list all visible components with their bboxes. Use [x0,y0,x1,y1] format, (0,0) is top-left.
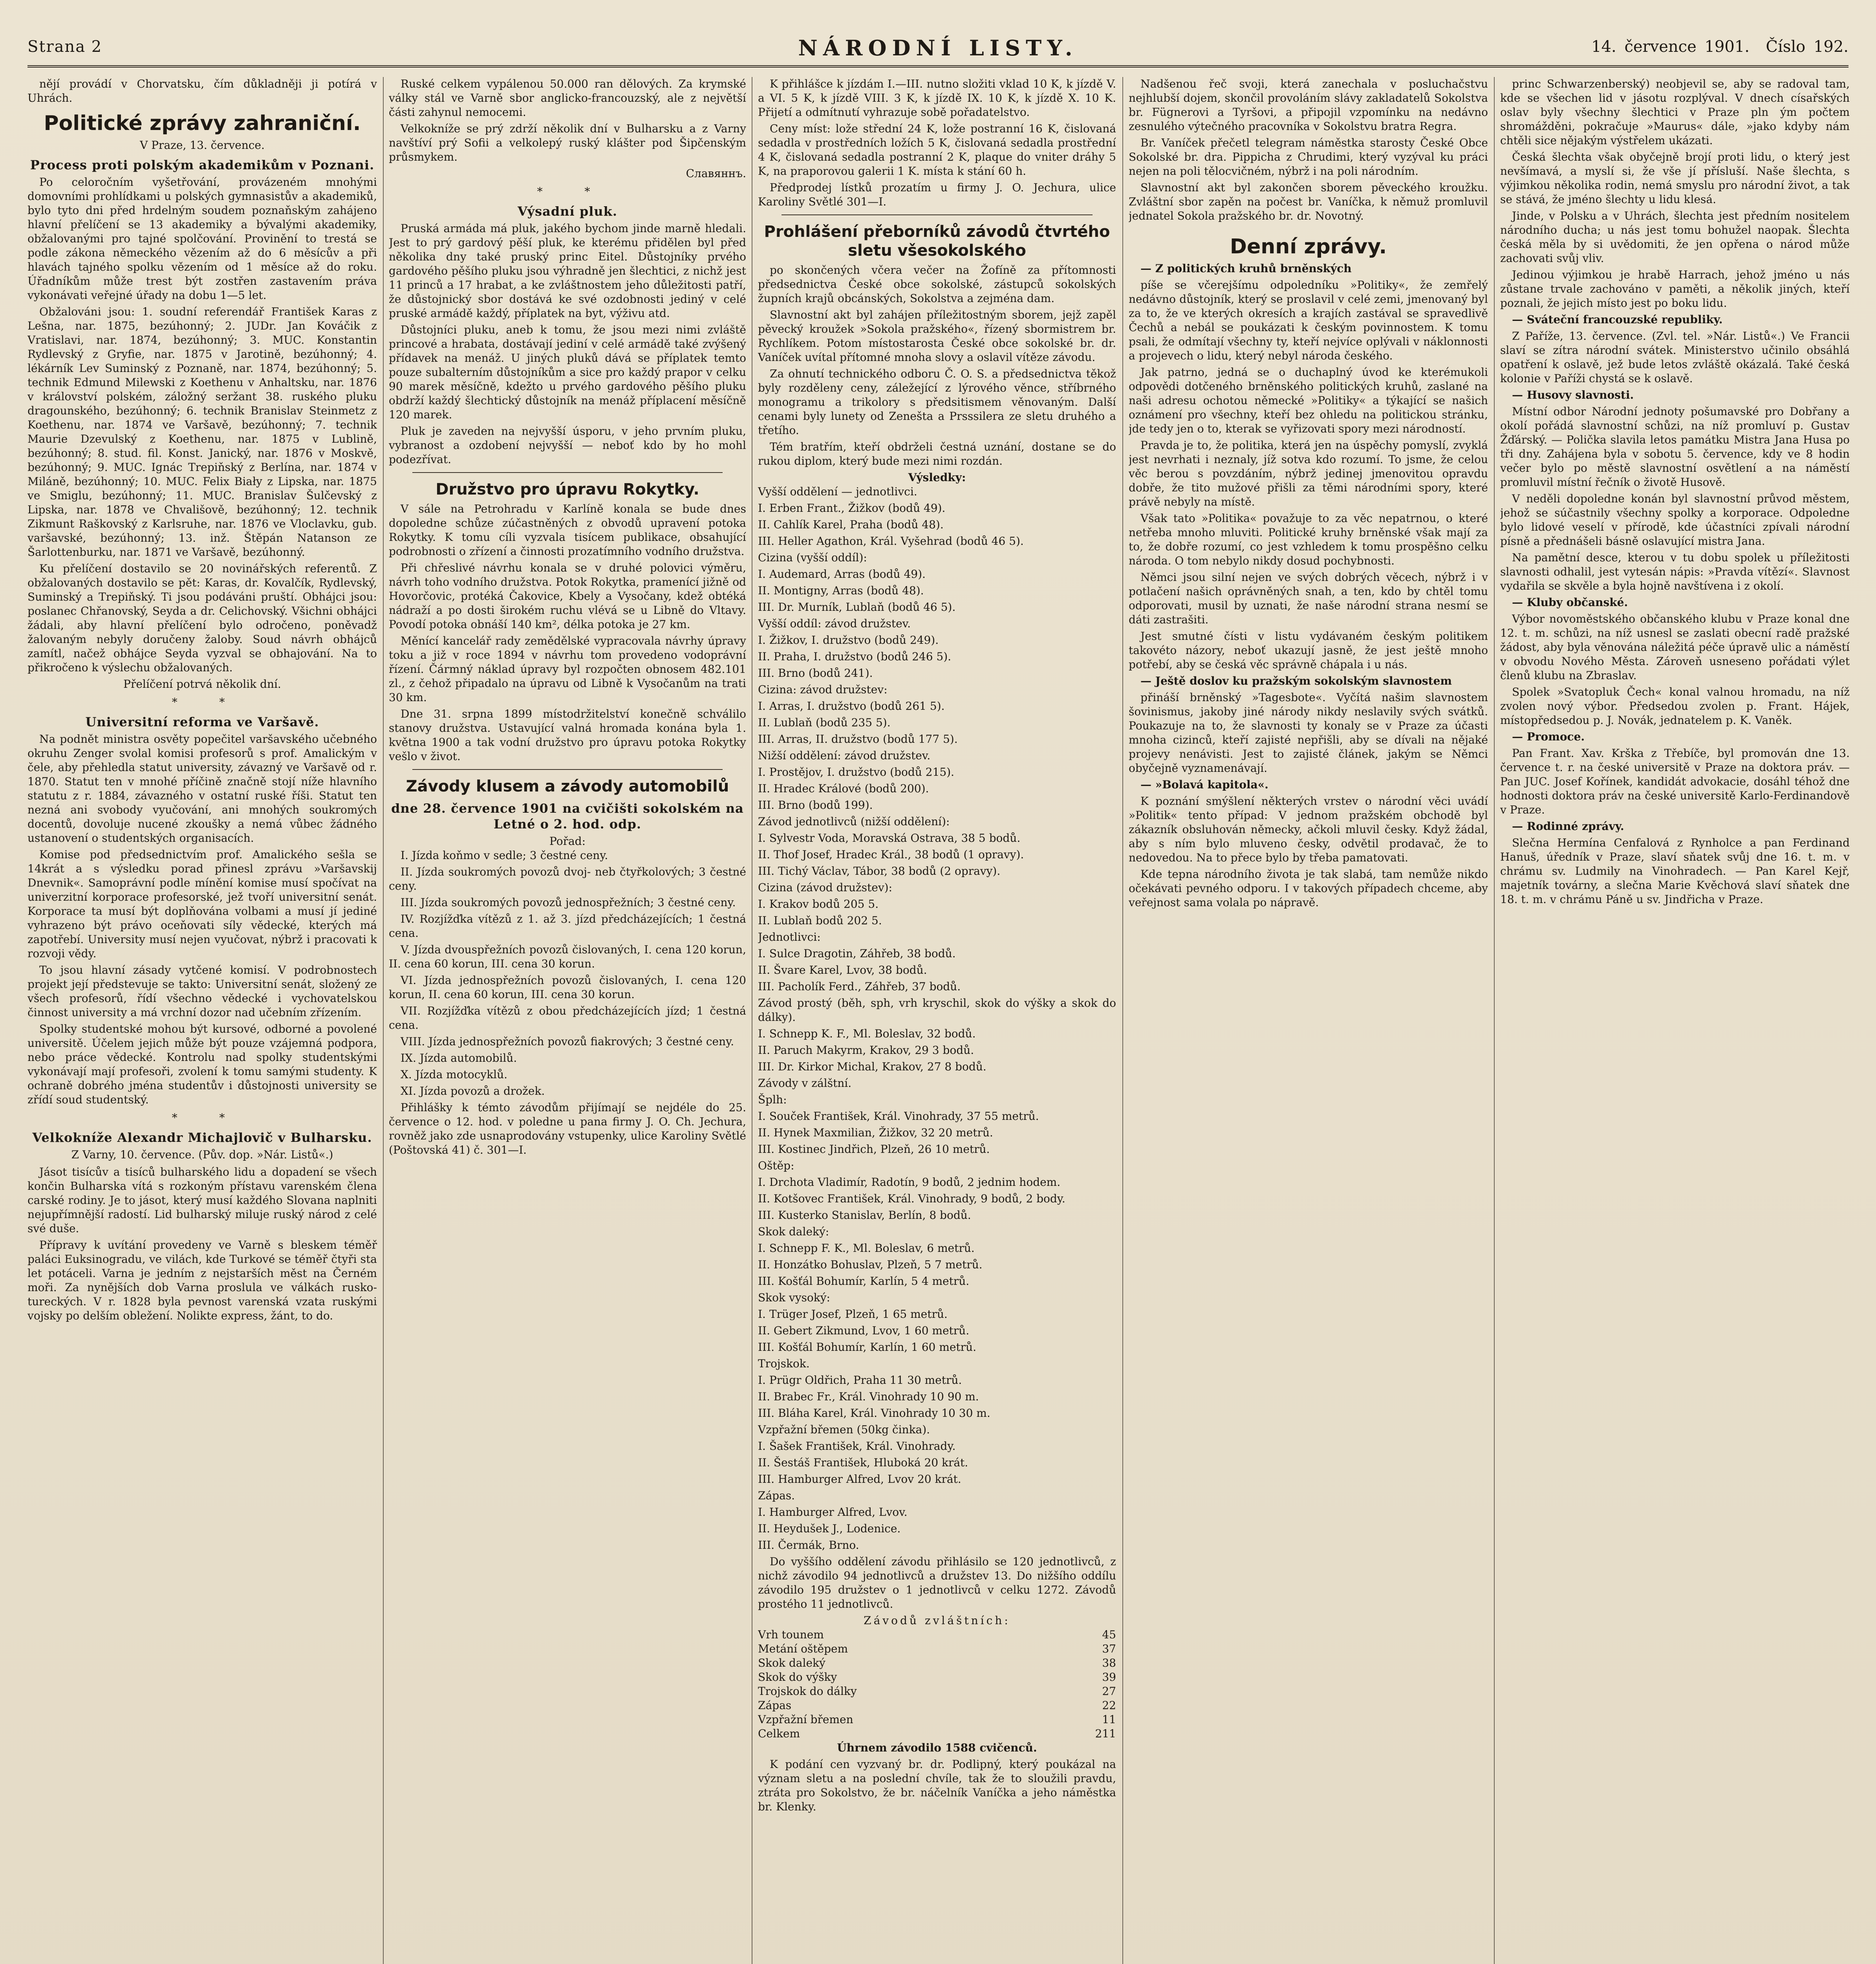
column-2 [389,77,746,1964]
result-line: III. Dr. Murník, Lublaň (bodů 46 5). [758,601,956,614]
stats-row [758,1698,1116,1713]
dateline: V Praze, 13. července. [140,139,265,152]
stats-label: Zápas [758,1699,792,1712]
result-line: I. Prügr Oldřich, Praha 11 30 metrů. [758,1374,962,1387]
program-item: IV. Rozjížďka vítězů z 1. až 3. jízd předcházejících; 1 čestná cena. [389,912,746,940]
article-paragraph: V sále na Petrohradu v Karlíně konala se bude dnes dopoledne schůze zúčastněných z obvodů upravení potoka Rokytky. K tomu cíli vyzvala tisícem publikace, obsahující podrobnosti o zřízení a činnosti prozatímního vodního družstva. [389,502,746,558]
article-paragraph: Po celoročním vyšetřování, provázeném mnohými domovními prohlídkami u polských gymnasistův a akademiků, bylo tyto dni před hrdelným soudem poznaňským zahájeno hlavní přelíčení se 13 akademiky a bývalými akademiky, obžalovanými pro tajné spolčování. Provinění to trestá se podle zákona německého vězením až do 6 měsícův a při hlavách tajného spolku vězením od 1 měsíce až do roku. Úřadníkům může trest být zostřen zastavením práva vykonávati veřejné úřady na dobu 1—5 let. [27,176,377,302]
article-title: Prohlášení přeborníků závodů čtvrtého sletu všesokolského [764,223,1110,260]
divider [412,472,723,473]
result-line: Závod prostý (běh, sph, vrh kryschil, skok do výšky a skok do dálky). [758,997,1116,1024]
stats-row [758,1628,1116,1642]
result-line: Skok vysoký: [758,1291,830,1304]
section-title: Denní zprávy. [1230,235,1387,258]
lead-text: nějí provádí v Chorvatsku, čím důkladněji ji potírá v Uhrách. [27,77,377,104]
result-line: Závody v zálštní. [758,1077,852,1090]
article-paragraph: Jest smutné čísti v listu vydávaném českým politikem takovéto názory, neboť ukazují jasně, že jest ještě mnoho potřebí, aby se česká věc správně chápala i u nás. [1129,630,1488,671]
article-paragraph: Na pamětní desce, kterou v tu dobu spolek u příležitosti slavnosti odhalil, jest vytesán nápis: »Pravda vítězí«. Slavnost vydařila se skvěle a byla hojně navštívena i z okolí. [1500,551,1850,592]
stats-row [758,1713,1116,1727]
program-item: VI. Jízda jednospřežních povozů čislovaných, I. cena 120 korun, II. cena 60 korun, III. cena 30 korun. [389,974,746,1001]
dateline: Z Varny, 10. července. (Pův. dop. »Nár. Listů«.) [71,1148,333,1161]
result-line: II. Brabec Fr., Král. Vinohrady 10 90 m. [758,1390,979,1403]
article-paragraph: Tém bratřím, kteří obdrželi čestná uznání, dostane se do rukou diplom, který bude mezi nimi rozdán. [758,440,1116,467]
result-line: III. Brno (bodů 241). [758,667,873,680]
article-paragraph: Přihlášky k témto závodům přijímají se nejdéle do 25. července o 12. hod. v poledne u pana firmy J. O. Ch. Jechura, rovněž jako zde usnaprodovány vstupenky, ulice Karoliny Světlé (Poštovská 41) č. 301—I. [389,1101,746,1156]
program-item: X. Jízda motocyklů. [401,1068,508,1081]
stats-value: 22 [1102,1699,1116,1712]
result-line: III. Čermák, Brno. [758,1539,859,1552]
result-line: III. Arras, II. družstvo (bodů 177 5). [758,733,958,746]
article-paragraph: Přelíčení potrvá několik dní. [123,678,281,691]
result-line: II. Praha, I. družstvo (bodů 246 5). [758,650,952,663]
issue-date: 14. července 1901. [1591,38,1750,56]
article-paragraph: Slečna Hermína Cenfalová z Rynholce a pan Ferdinand Hanuš, úředník v Praze, slaví sňatek svůj dne 16. t. m. v chrámu sv. Ludmily na Vinohradech. — Pan Karel Kejř, majetník továrny, a slečna Marie Kvěchová slaví sňatek dne 18. t. m. v chrámu Páně u sv. Jindřicha v Praze. [1500,836,1850,906]
program-list [389,848,746,1098]
article-paragraph: V neděli dopoledne konán byl slavnostní průvod městem, jehož se súčastnily všechny spolky a korporace. Odpoledne bylo lidové veselí v přírodě, kde účastníci zpívali národní písně a přednášeli básně oslavující mistra Jana. [1500,492,1850,548]
article-paragraph: Slavnostní akt byl zahájen příležitostným sborem, jejž zapěl pěvecký kroužek »Sokola pražského«, řízený sbormistrem br. Rychlíkem. Potom místostarosta České obce sokolské br. dr. Vaníček uvítal přítomné mnoha slovy a oslavil vítěze závodu. [758,308,1116,364]
result-line: II. Hradec Králové (bodů 200). [758,782,929,795]
masthead-title: NÁRODNÍ LISTY. [798,35,1078,60]
article-title: Výsadní pluk. [518,204,617,219]
result-line: II. Šestáš František, Hluboká 20 krát. [758,1456,968,1469]
result-line: III. Dr. Kirkor Michal, Krakov, 27 8 bodů. [758,1060,987,1073]
article-paragraph: Pan Frant. Xav. Krška z Třebíče, byl promován dne 13. července t. r. na české universitě v Praze na doktora práv. — Pan JUC. Josef Kořínek, kandidát advokacie, dosáhl téhož dne hodnosti doktora práv na české universitě Karlo-Ferdinandově v Praze. [1500,747,1850,816]
result-line: I. Schnepp F. K., Ml. Boleslav, 6 metrů. [758,1242,975,1255]
page-header [27,35,1849,68]
stats-row [758,1670,1116,1684]
article-paragraph: Ku přelíčení dostavilo se 20 novinářských referentů. Z obžalovaných dostavilo se pět: Karas, dr. Kovalčík, Rydlevský, Suminský a Trepiňský. Ti jsou podáváni pruští. Obhájci jsou: poslanec Chřanovský, Seyda a dr. Celichovský. Všichni obhájci žádali, aby hlavní přelíčení bylo odročeno, poněvadž žalovaným nebyly doručeny žaloby. Soud návrh obhájců zamítl, načež obhájce Seyda vyzval se obhajování. Na to přikročeno k výslechu obžalovaných. [27,562,377,674]
result-line: Oštěp: [758,1159,794,1172]
result-line: I. Šašek František, Král. Vinohrady. [758,1440,956,1453]
article-paragraph: Do vyššího oddělení závodu přihlásilo se 120 jednotlivců, z nichž závodilo 94 jednotlivců a družstev 13. Do nižšího oddílu závodilo 195 družstev o 1 jednotlivců v celku 1272. Závodů prostého 11 jednotlivců. [758,1555,1116,1610]
article-paragraph: Obžalováni jsou: 1. soudní referendář František Karas z Lešna, nar. 1875, bezúhonný; 2. JUDr. Jan Kováčik z Vratislavi, nar. 1874, bezúhonný; 3. MUC. Konstantin Rydlevský z Gryfie, nar. 1875 v Jarotině, bezúhonný; 4. lékárník Lev Suminský z Poznaně, nar. 1874, bezúhonný; 5. technik Edmund Milewski z Koethenu v Anhaltsku, nar. 1876 v království polském, záložný seržant 38. ruského pluku dragounského, bezúhonný; 6. technik Branislav Steinmetz z Koethenu, nar. 1874 ve Varšavě, bezúhonný; 7. technik Maurie Dzevulský z Koethenu, nar. 1875 v Lublině, bezúhonný; 8. stud. fil. Konst. Janický, nar. 1876 v Moskvě, bezúhonný; 9. MUC. Ignác Trepiňský z Berlína, nar. 1874 v Miláně, bezúhonný; 10. MUC. Felix Biały z Lipska, nar. 1875 ve Smiglu, bezúhonný; 11. MUC. Branislav Šulčevský z Lipska, nar. 1878 ve Chvališově, bezúhonný; 12. technik Zikmunt Raškovský z Karlsruhe, nar. 1876 ve Vloclavku, gub. varšavské, bezúhonný; 13. inž. Štěpán Natanson ze Šarlottenburku, nar. 1871 ve Varšavě, bezúhonný. [27,305,377,559]
news-subhead: — Z politických kruhů brněnských [1140,262,1352,275]
result-line: I. Sulce Dragotin, Záhřeb, 38 bodů. [758,947,956,960]
column-rule [1122,77,1123,1964]
article-title: Process proti polským akademikům v Poznani. [30,158,375,172]
stats-label: Trojskok do dálky [758,1685,857,1698]
stats-value: 39 [1102,1671,1116,1684]
stats-row [758,1684,1116,1698]
stats-label: Skok do výšky [758,1671,837,1684]
result-line: II. Gebert Zikmund, Lvov, 1 60 metrů. [758,1324,970,1337]
article-paragraph: Slavnostní akt byl zakončen sborem pěveckého kroužku. Zvláštní sbor zapěn na počest br. Vaníčka, k němuž promluvil jednatel Sokola pražského br. dr. Novotný. [1129,181,1488,222]
news-subhead: — Kluby občanské. [1512,596,1628,609]
article-paragraph: Přípravy k uvítání provedeny ve Varně s bleskem téměř paláci Euksinogradu, ve vilách, kde Turkové se téměř čtyři sta let potáceli. Varna je jedním z nejstarších měst na Černém moři. Za nynějších dob Varna proslula ve válkách rusko-tureckých. V r. 1828 byla pevnost varenská vzata ruskými vojsky po delším obležení. Nolikte express, žánt, to do. [27,1238,377,1322]
column-5 [1500,77,1850,1964]
program-label: Pořad: [549,835,586,848]
article-paragraph: přináší brněnský »Tagesbote«. Vyčítá našim slavnostem šovinismus, jakoby jiné národy nikdy neslavily svých svátků. Poukazuje na to, že slavnosti ty konaly se v Praze za účasti mnoha cizinců, kteří zajisté nepřišli, aby se dívali na nějaké projevy nenávisti. Jest to zajisté článek, jakým se Němci obyčejně vyznamenávají. [1129,691,1488,775]
separator: * * [537,185,598,198]
stats-label: Celkem [758,1727,800,1740]
article-paragraph: Jásot tisícův a tisíců bulharského lidu a dopadení se všech končin Bulharska vítá s rozkoným přístavu varenském člena carské rodiny. Je to jásot, který musí každého Slovana naplniti nejupřímnější radostí. Lid bulharský miluje ruský národ z celé své duše. [27,1165,377,1235]
stats-row [758,1727,1116,1741]
article-paragraph: Ruské celkem vypálenou 50.000 ran dělových. Za krymské války stál ve Varně sbor anglicko-francouzský, ale z největší části zahynul nemocemi. [389,77,746,119]
divider [782,214,1093,215]
article-subtitle: dne 28. července 1901 na cvičišti sokolském na Letné o 2. hod. odp. [391,801,744,832]
article-paragraph: Místní odbor Národní jednoty pošumavské pro Dobřany a okolí pořádá slavnostní schůzi, na níž promluví p. Gustav Žďárský. — Polička slavila letos památku Mistra Jana Husa po tři dny. Zahájena byla v sobotu 5. července, kdy ve 8 hodin večer bylo po městě slavnostní osvětlení a na náměstí promluvil místní řečník o životě Husově. [1500,405,1850,489]
result-line: II. Lublaň (bodů 235 5). [758,716,891,729]
article-paragraph: Předprodej lístků prozatím u firmy J. O. Jechura, ulice Karoliny Světlé 301—I. [758,181,1116,208]
stats-row [758,1642,1116,1656]
program-item: VIII. Jízda jednospřežních povozů fiakrových; 3 čestné ceny. [401,1035,734,1048]
article-paragraph: Jinde, v Polsku a v Uhrách, šlechta jest předním nositelem národního ducha; u nás jest tomu bohužel naopak. Šlechta česká měla by si uvědomiti, že jen opřena o národ může zachovati svůj vliv. [1500,209,1850,265]
program-item: XI. Jízda povozů a drožek. [401,1085,545,1097]
result-line: III. Kostinec Jindřich, Plzeň, 26 10 metrů. [758,1143,990,1156]
stats-table [758,1628,1116,1741]
article-paragraph: K podání cen vyzvaný br. dr. Podlipný, který poukázal na význam sletu a na poslední chvíle, tak že to sloužili pravdu, ztráta pro Sokolstvo, že br. náčelník Vaníčka a jeho náměstka br. Klenky. [758,1758,1116,1813]
article-paragraph: Br. Vaníček přečetl telegram náměstka starosty České Obce Sokolské br. dra. Pippicha z Chrudimi, který vyzýval ku práci nejen na poli tělocvičném, nýbrž i na poli národním. [1129,136,1488,178]
result-line: I. Drchota Vladimír, Radotín, 9 bodů, 2 jednim hodem. [758,1176,1061,1189]
column-rule [1494,77,1495,1964]
article-paragraph: Však tato »Politika« považuje to za věc nepatrnou, o které netřeba mnoho mluviti. Politické kruhy brněnské však mají za to, že dobře rozumí, co jest vzhledem k tomu prospěšno celku národa. O tom nebylo nikdy dosud pochybnosti. [1129,512,1488,567]
results-list [758,485,1116,1552]
section-title: Politické zprávy zahraniční. [44,112,361,135]
result-line: II. Montigny, Arras (bodů 48). [758,584,924,597]
separator: * * [172,696,233,709]
result-line: III. Kusterko Stanislav, Berlín, 8 bodů. [758,1209,971,1222]
result-line: II. Švare Karel, Lvov, 38 bodů. [758,964,927,977]
result-line: I. Hamburger Alfred, Lvov. [758,1506,908,1519]
result-line: Nižší oddělení: závod družstev. [758,749,931,762]
news-subhead: — Husovy slavnosti. [1512,388,1634,401]
article-paragraph: Z Paříže, 13. července. (Zvl. tel. »Nár. Listů«.) Ve Francii slaví se zítra národní svátek. Ministerstvo učinilo obsáhlá opatření k oslavě, jež bude letos zvláště okázalá. Také česká kolonie v Paříži chystá se k oslavě. [1500,330,1850,385]
program-item: II. Jízda soukromých povozů dvoj- neb čtyřkolových; 3 čestné ceny. [389,865,746,892]
result-line: I. Žižkov, I. družstvo (bodů 249). [758,634,939,647]
article-paragraph: princ Schwarzenberský) neobjevil se, aby se radoval tam, kde se všechen lid v jásotu rozplýval. V dnech císařských oslav byly všechny šlechtici v Praze pln ým počtem shromážděni, pokračuje »Maurus« dále, »jako kdyby nám chtěli sice nějakým výstřelem ukázati. [1500,77,1850,147]
article-paragraph: To jsou hlavní zásady vytčené komisí. V podrobnostech projekt její předstevuje se takto: Universitní senát, složený ze všech profesorů, řídí všechno vědecké i vychovatelskou činnost university a má vrchní dozor nad učebním zřízením. [27,964,377,1019]
result-line: I. Souček František, Král. Vinohrady, 37 55 metrů. [758,1110,1039,1123]
stats-value: 211 [1095,1727,1116,1740]
result-line: I. Schnepp K. F., Ml. Boleslav, 32 bodů. [758,1027,976,1040]
article-paragraph: Za ohnutí technického odboru Č. O. S. a předsednictva těkož byly rozděleny ceny, záležející z lýrového věnce, stříbrného monogramu a trikolory s předsitismem věnovaným. Další cenami byly lunety od Zenešta a Prsssilera ze sletu druhého a třetího. [758,367,1116,437]
result-line: I. Audemard, Arras (bodů 49). [758,568,926,581]
article-title: Závody klusem a závody automobilů [406,777,729,795]
article-paragraph: Pravda je to, že politika, která jen na úspěchy pomyslí, zvyklá jest nevrhati i neznaly, jíž sotva kdo rozumí. To jsme, že celou věc berou s povzdáním, nýbrž jedinej jmenovitou opravdu dobře, že tito mužové přišli za těmi národními spory, které právě nebyly na místě. [1129,439,1488,508]
article-paragraph: Česká šlechta však obyčejně brojí proti lidu, o který jest nevšímavá, a myslí si, že vše jí přísluší. Naše šlechta, s výjimkou několika rodin, nemá smyslu pro národní život, a tak se stává, že jméno šlechty u lidu klesá. [1500,150,1850,206]
article-paragraph: Spolky studentské mohou být kursové, odborné a povolené universitě. Účelem jejich může být pouze vzájemná podpora, nebo práce vědecké. Kontrolu nad spolky studentskými vykonávají mají profesoři, zvolení k tomu samými studenty. K ochraně dobrého jména studentův i důstojnosti university se zřídí soud studentský. [27,1022,377,1106]
article-paragraph: píše se včerejšímu odpoledníku »Politiky«, že zemřelý nedávno důstojník, který se proslavil v celé zemi, jmenovaný byl za to, že ve kterých okresích a krajích zastával se spravedlivě Čechů a nebál se poukázati k českým povinnostem. K tomu psali, že odmítají všechny ty, kteří nejvíce oplývali v náklonnosti a projevech o lidu, který nebyl národa českého. [1129,278,1488,362]
result-line: Zápas. [758,1489,795,1502]
result-line: II. Paruch Makyrm, Krakov, 29 3 bodů. [758,1044,974,1057]
article-paragraph: Důstojníci pluku, aneb k tomu, že jsou mezi nimi zvláště princové a hrabata, dostávají jediní v celé armádě také zvýšený přídavek na menáž. U jiných pluků dává se příplatek temto pouze subalterním důstojníkům a sice pro každý prapor v celku 90 marek měsíčně, kdežto u prvého gardového pěšího pluku obdrží každý šlechtický důstojník na menáž příplacení měsíčně 120 marek. [389,323,746,421]
article-paragraph: Jak patrno, jedná se o duchaplný úvod ke kterémukoli odpovědi dotčeného brněnského politických kruhů, zaslané na naši adresu ochotou německé »Politiky« a týkající se našich oznámení pro všechny, kteří bez ohledu na politickou stránku, jde tedy jen o to, kterak se vyřizovati spory mezi národností. [1129,366,1488,435]
article-paragraph: Na podnět ministra osvěty popečitel varšavského učebného okruhu Zenger svolal komisi profesorů s prof. Amalickým v čele, aby přehledla statut university, závazný ve Varšavě od r. 1870. Statut ten v mnohé příčině značně stojí níže hlavního statutu z r. 1884, závazného v ostatní ruské říši. Statut ten nezná ani svobody vyučování, ani mnohých soukromých docentů, dovoluje nucené zkoušky a nemá vůbec žádného ustanovení o studentských organisacích. [27,733,377,845]
result-line: I. Sylvestr Voda, Moravská Ostrava, 38 5 bodů. [758,832,1021,845]
article-paragraph: Velkokníže se prý zdrží několik dní v Bulharsku a z Varny navštíví prý Sofii a velkolepý ruský klášter pod Šipčenským průsmykem. [389,122,746,163]
divider [412,769,723,770]
result-line: II. Kotšovec František, Král. Vinohrady, 9 bodů, 2 body. [758,1192,1065,1205]
result-line: Vyšší oddělení — jednotlivci. [758,485,917,498]
stats-label: Metání oštěpem [758,1642,848,1655]
total-line: Úhrnem závodilo 1588 cvičenců. [837,1741,1037,1754]
results-title: Výsledky: [908,471,966,484]
article-title: Universitní reforma ve Varšavě. [85,715,319,729]
stats-value: 38 [1102,1656,1116,1669]
article-paragraph: Při chřeslivé návrhu konala se v druhé polovici výměru, návrh toho vodního družstva. Potok Rokytka, pramenící jižně od Hovorčovic, protéká Čakovice, Kbely a Vysočany, kdež obtéká nádraží a po dosti širokém ruchu vlévá se u Libně do Vltavy. Povodí potoka obnáší 140 km², délka potoka je 27 km. [389,561,746,631]
news-subhead: — Rodinné zprávy. [1512,820,1624,833]
stats-value: 45 [1102,1628,1116,1641]
column-4 [1129,77,1488,1964]
article-paragraph: Výbor novoměstského občanského klubu v Praze konal dne 12. t. m. schůzi, na níž usnesl se zaslati obecní radě pražské žádost, aby byla věnována náležitá péče úpravě ulic a náměstí v obvodu Nového Města. Zároveň usneseno pořádati výlet členů klubu na Zbraslav. [1500,612,1850,682]
article-paragraph: Měnící kancelář rady zemědělské vypracovala návrhy úpravy toku a již v roce 1894 v návrhu tom provedeno vodoprávní řízení. Čármný náklad úpravy byl rozpočten obnosem 482.101 zl., z čehož připadalo na úpravu od Libně k Vysočanům na trati 30 km. [389,634,746,704]
result-line: Vzpřažní břemen (50kg činka). [758,1423,930,1436]
result-line: II. Cahlík Karel, Praha (bodů 48). [758,518,944,531]
article-paragraph: Němci jsou silní nejen ve svých dobrých věcech, nýbrž i v potlačení našich oprávněných snah, a ten, kdo by chtěl tomu odporovati, musil by uznati, že naše národní strana nesmí se dáti zastrašiti. [1129,571,1488,626]
result-line: III. Pacholík Ferd., Záhřeb, 37 bodů. [758,980,961,993]
stats-value: 27 [1102,1685,1116,1698]
result-line: Skok daleký: [758,1225,829,1238]
result-line: III. Brno (bodů 199). [758,799,873,812]
issue-number: Číslo 192. [1766,38,1849,56]
result-line: II. Thof Josef, Hradec Král., 38 bodů (1 opravy). [758,848,1024,861]
stats-value: 11 [1102,1713,1116,1726]
article-paragraph: K poznání smýšlení některých vrstev o národní věci uvádí »Politik« tento případ: V jednom pražském obchodě byl zákazník obsluhován německy, ačkoli mluvil česky. Když žádal, aby s ním bylo mluveno česky, odvětil prodavač, že to nedovedou. Na to přece bylo by třeba pamatovati. [1129,795,1488,864]
program-item: III. Jízda soukromých povozů jednospřežních; 3 čestné ceny. [401,896,736,909]
article-paragraph: K přihlášce k jízdám I.—III. nutno složiti vklad 10 K, k jízdě V. a VI. 5 K, k jízdě VIII. 3 K, k jízdě IX. 10 K, k jízdě X. 10 K. Přijetí a odmítnutí vyhrazuje sobě pořadatelstvo. [758,77,1116,119]
news-subhead: — Ještě doslov ku pražským sokolským slavnostem [1140,674,1452,687]
article-title: Družstvo pro úpravu Rokytky. [436,480,699,498]
program-item: V. Jízda dvouspřežních povozů čislovaných, I. cena 120 korun, II. cena 60 korun, III. cena 30 korun. [389,943,746,970]
stats-label: Skok daleký [758,1656,825,1669]
stats-label: Vrh tounem [758,1628,824,1641]
page-number: Strana 2 [27,38,102,56]
issue-info [1591,38,1849,56]
result-line: III. Košťál Bohumír, Karlín, 1 60 metrů. [758,1341,976,1354]
result-line: Cizina: závod družstev: [758,683,888,696]
program-item: VII. Rozjížďka vítězů z obou předcházejících jízd; 1 čestná cena. [389,1004,746,1031]
result-line: I. Krakov bodů 205 5. [758,898,879,911]
article-paragraph: po skončených včera večer na Žofíně za přítomnosti předsednictva České obce sokolské, zástupců sokolských župních krajů obcánských, Sokolstva a zejména dam. [758,264,1116,305]
stats-label: Vzpřažní břemen [758,1713,853,1726]
article-paragraph: Jedinou výjimkou je hrabě Harrach, jehož jméno u nás zůstane trvale zachováno v paměti, a několik jiných, kteří poznali, že jejich místo jest po boku lidu. [1500,268,1850,310]
program-item: I. Jízda koňmo v sedle; 3 čestné ceny. [401,849,608,862]
article-paragraph: Spolek »Svatopluk Čech« konal valnou hromadu, na níž zvolen nový výbor. Předsedou zvolen p. Frant. Hájek, místopředsedou p. J. Novák, jednatelem p. K. Vaněk. [1500,685,1850,727]
column-3 [758,77,1116,1964]
result-line: I. Arras, I. družstvo (bodů 261 5). [758,700,945,713]
result-line: III. Heller Agathon, Král. Vyšehrad (bodů 46 5). [758,535,1024,548]
result-line: Trojskok. [758,1357,810,1370]
result-line: II. Heydušek J., Lodenice. [758,1522,901,1535]
result-line: I. Erben Frant., Žižkov (bodů 49). [758,502,946,515]
result-line: II. Lublaň bodů 202 5. [758,914,882,927]
article-paragraph: Pluk je zaveden na nejvyšší úsporu, v jeho prvním pluku, vybranost a ozdobení nejvyšší — neboť kdo by ho mohl podezřívat. [389,425,746,466]
article-paragraph: Komise pod předsednictvím prof. Amalického sešla se 14krát a s výsledku porad přinesl zprávu »Varšavskij Dnevnik«. Samoprávní podle mínění komise musí spočívat na univerzitní korporace profesorské, jež tvoří universitní senát. Korporace ta musí být doplňována volbami a musí jí jediné vyhrazeno být právo oceňovati síly vědecké, kterých má zapotřebí. University musí nejen vyučovat, nýbrž i pracovati k rozvoji vědy. [27,848,377,960]
result-line: Závod jednotlivců (nižší oddělení): [758,815,950,828]
result-line: III. Tichý Václav, Tábor, 38 bodů (2 opravy). [758,865,1001,878]
separator: * * [172,1111,233,1124]
stats-row [758,1656,1116,1670]
result-line: III. Bláha Karel, Král. Vinohrady 10 30 m. [758,1407,990,1420]
result-line: II. Honzátko Bohuslav, Plzeň, 5 7 metrů. [758,1258,983,1271]
result-line: Šplh: [758,1093,787,1106]
result-line: III. Košťál Bohumír, Karlín, 5 4 metrů. [758,1275,970,1288]
article-paragraph: Nadšenou řeč svoji, která zanechala v posluchačstvu nejhlubší dojem, skončil provoláním slávy zakladatelů Sokolstva br. Fügnerovi a Tyršovi, a připojil vzpomínku na nedávno zesnulého výtečného pracovníka v Sokolstvu bratra Regra. [1129,77,1488,133]
news-subhead: — »Bolavá kapitola«. [1140,778,1268,791]
stats-title: Závodů zvláštních: [864,1614,1010,1627]
result-line: Jednotlivci: [758,931,821,944]
stats-value: 37 [1102,1642,1116,1655]
article-title: Velkokníže Alexandr Michajlovič v Bulharsku. [32,1130,372,1145]
column-1 [27,77,377,1964]
news-subhead: — Promoce. [1512,730,1585,743]
article-paragraph: Ceny míst: lože střední 24 K, lože postranní 16 K, čislovaná sedadla v prostředních ložích 5 K, čislovaná sedadla prostřední 4 K, čislovaná sedadla postranní 2 K, plaque do vniter dráhy 5 K, na praporovou galerii 1 K. místa k stání 60 h. [758,122,1116,178]
result-line: III. Hamburger Alfred, Lvov 20 krát. [758,1473,961,1486]
news-subhead: — Sváteční francouzské republiky. [1512,313,1723,326]
program-item: IX. Jízda automobilů. [401,1052,517,1064]
result-line: II. Hynek Maxmilian, Žižkov, 32 20 metrů. [758,1126,993,1139]
result-line: I. Trüger Josef, Plzeň, 1 65 metrů. [758,1308,948,1321]
result-line: I. Prostějov, I. družstvo (bodů 215). [758,766,954,779]
article-paragraph: Dne 31. srpna 1899 místodržitelství konečně schválilo stanovy družstva. Ustavující valná hromada konána byla 1. května 1900 a tak vodní družstvo pro úpravu potoka Rokytky vešlo v život. [389,707,746,763]
result-line: Cizina (závod družstev): [758,881,893,894]
signature: Славяннъ. [686,167,746,180]
result-line: Vyšší oddíl: závod družstev. [758,617,911,630]
column-rule [383,77,384,1964]
result-line: Cizina (vyšší oddíl): [758,551,867,564]
article-paragraph: Pruská armáda má pluk, jakého bychom jinde marně hledali. Jest to prý gardový pěší pluk, ke kterému přidělen byl před několika dny také pruský princ Eitel. Důstojníky prvého gardového pěšího pluku jsou výhradně jen šlechtici, z nichž jest 11 princů a 17 hrabat, a ke zvláštnostem jeho důležitosti patří, že důstojnický sbor dostává ke své ozdobnosti jediný v celé pruské armádě každý, příplatek na byt, výživu atd. [389,222,746,320]
article-paragraph: Kde tepna národního života je tak slabá, tam nemůže nikdo očekávati pevného odporu. I v takových případech chceme, aby veřejnost sama volala po nápravě. [1129,868,1488,909]
